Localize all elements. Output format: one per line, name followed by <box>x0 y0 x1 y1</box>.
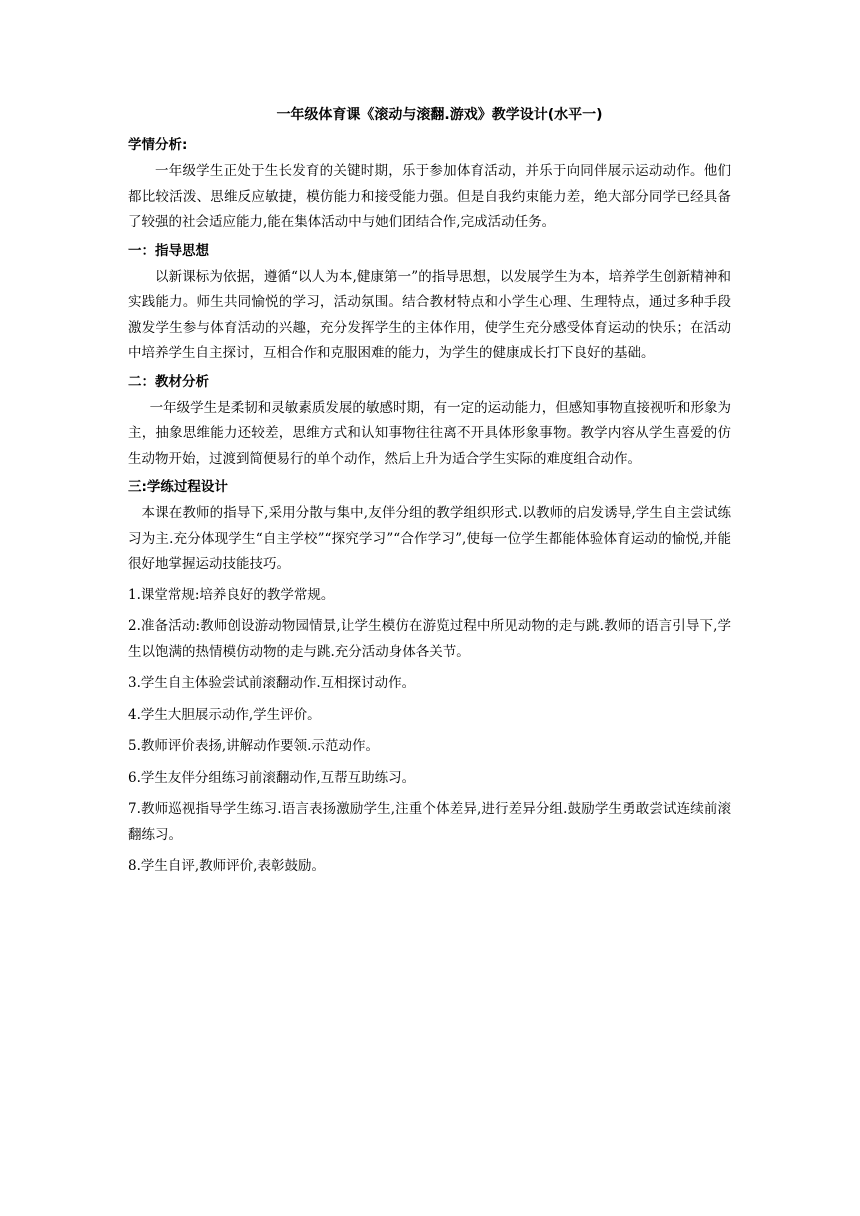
document-title: 一年级体育课《滚动与滚翻.游戏》教学设计(水平一) <box>276 107 603 123</box>
list-item: 5.教师评价表扬,讲解动作要领.示范动作。 <box>128 738 379 754</box>
section-heading: 三:学练过程设计 <box>128 479 228 495</box>
list-item: 2.准备活动:教师创设游动物园情景,让学生模仿在游览过程中所见动物的走与跳.教师的语言引导下,学生以饱满的热情模仿动物的走与跳.充分活动身体各关节。 <box>128 618 731 660</box>
section-paragraph: 一年级学生是柔韧和灵敏素质发展的敏感时期，有一定的运动能力，但感知事物直接视听和形象为主，抽象思维能力还较差，思维方式和认知事物往往离不开具体形象事物。教学内容从学生喜爱的仿生动物开始，过渡到简便易行的单个动作，然后上升为适合学生实际的难度组合动作。 <box>128 399 731 467</box>
section-material-analysis <box>128 372 731 473</box>
list-item: 1.课堂常规:培养良好的教学常规。 <box>128 586 335 603</box>
section-guiding-ideology <box>128 241 731 367</box>
section-paragraph: 以新课标为依据，遵循“以人为本,健康第一”的指导思想，以发展学生为本，培养学生创新精神和实践能力。师生共同愉悦的学习，活动氛围。结合教材特点和小学生心理、生理特点，通过多种手段激发学生参与体育活动的兴趣，充分发挥学生的主体作用，使学生充分感受体育运动的快乐；在活动中培养学生自主探讨，互相合作和克服困难的能力，为学生的健康成长打下良好的基础。 <box>128 268 731 361</box>
list-item: 3.学生自主体验尝试前滚翻动作.互相探讨动作。 <box>128 675 416 691</box>
section-learning-analysis <box>128 135 731 236</box>
document-page <box>128 100 731 886</box>
list-item: 6.学生友伴分组练习前滚翻动作,互帮互助练习。 <box>128 769 416 786</box>
section-paragraph: 本课在教师的指导下,采用分散与集中,友伴分组的教学组织形式.以教师的启发诱导,学生自主尝试练习为主.充分体现学生“自主学校”“探究学习”“合作学习”,使每一位学生都能体验体育运动的愉悦,并能很好地掌握运动技能技巧。 <box>128 505 731 572</box>
list-item: 4.学生大胆展示动作,学生评价。 <box>128 706 321 723</box>
section-heading: 一：指导思想 <box>128 242 209 259</box>
section-process-design <box>128 477 731 880</box>
section-heading: 学情分析: <box>128 137 188 153</box>
list-item: 8.学生自评,教师评价,表彰鼓励。 <box>128 858 325 874</box>
section-heading: 二：教材分析 <box>128 373 209 390</box>
section-paragraph: 一年级学生正处于生长发育的关键时期，乐于参加体育活动，并乐于向同伴展示运动动作。他们都比较活泼、思维反应敏捷，模仿能力和接受能力强。但是自我约束能力差，绝大部分同学已经具备了较强的社会适应能力,能在集体活动中与她们团结合作,完成活动任务。 <box>128 163 731 230</box>
list-item: 7.教师巡视指导学生练习.语言表扬激励学生,注重个体差异,进行差异分组.鼓励学生勇敢尝试连续前滚翻练习。 <box>128 801 731 843</box>
